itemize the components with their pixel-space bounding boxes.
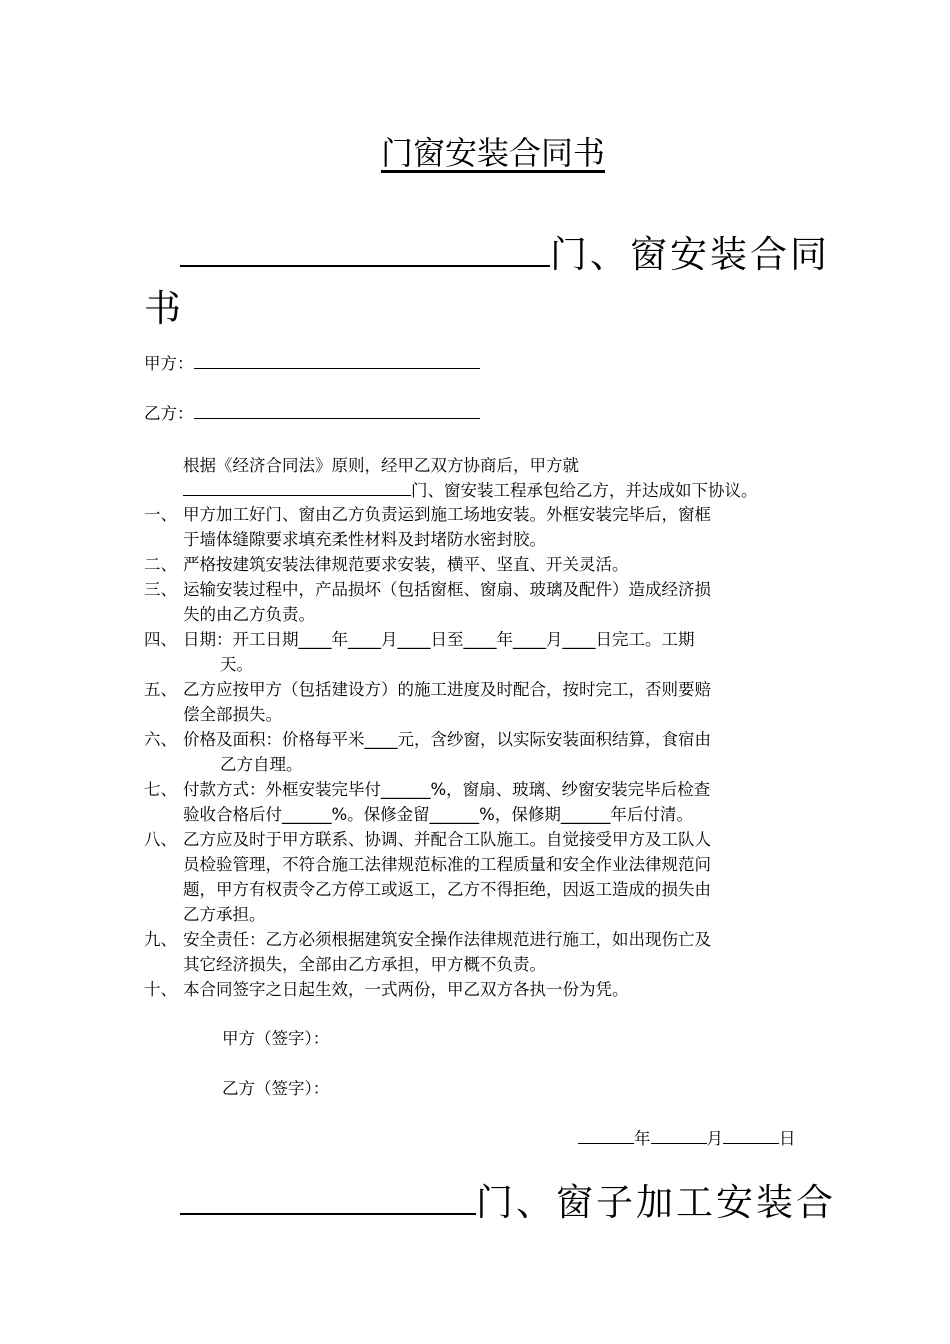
clause-line: 日期：开工日期____年____月____日至____年____月____日完工。工期 (183, 630, 695, 649)
clause-line: 乙方应及时于甲方联系、协调、并配合工队施工。自觉接受甲方及工队人 (183, 830, 711, 849)
intro-blank (183, 494, 411, 496)
day-label: 日 (779, 1129, 796, 1148)
clause-number: 七、 (144, 780, 177, 799)
clause-number: 一、 (144, 505, 177, 524)
clause-line: 员检验管理，不符合施工法律规范标准的工程质量和安全作业法律规范问 (183, 855, 711, 874)
intro-line-2 (183, 477, 758, 501)
sign-date (578, 1125, 796, 1149)
clause-number: 十、 (144, 980, 177, 999)
intro-text: 门、窗安装工程承包给乙方，并达成如下协议。 (411, 481, 758, 500)
party-a-row (144, 350, 480, 374)
heading-text: 门、窗安装合同 (550, 233, 830, 276)
heading-line-1 (180, 224, 830, 278)
clause-line: 偿全部损失。 (183, 705, 282, 724)
heading-2-blank (180, 1212, 476, 1215)
month-label: 月 (706, 1129, 723, 1148)
party-b-label: 乙方： (144, 404, 194, 423)
clause-line: 安全责任：乙方必须根据建筑安全操作法律规范进行施工，如出现伤亡及 (183, 930, 711, 949)
sign-party-a: 甲方（签字）： (222, 1029, 330, 1048)
clause-line: 乙方承担。 (183, 905, 266, 924)
clause-number: 六、 (144, 730, 177, 749)
clause-line: 失的由乙方负责。 (183, 605, 315, 624)
clause-line: 本合同签字之日起生效，一式两份，甲乙双方各执一份为凭。 (183, 980, 629, 999)
clause-line: 乙方自理。 (220, 755, 303, 774)
clause-number: 五、 (144, 680, 177, 699)
clause-line: 乙方应按甲方（包括建设方）的施工进度及时配合，按时完工，否则要赔 (183, 680, 711, 699)
clause-line: 严格按建筑安装法律规范要求安装，横平、坚直、开关灵活。 (183, 555, 629, 574)
page-title: 门窗安装合同书 (380, 134, 605, 172)
heading-blank (180, 264, 550, 267)
clause-number: 四、 (144, 630, 177, 649)
party-b-row (144, 400, 480, 424)
month-blank (651, 1142, 707, 1144)
clause-number: 二、 (144, 555, 177, 574)
intro-line-1: 根据《经济合同法》原则，经甲乙双方协商后，甲方就 (183, 456, 579, 475)
year-label: 年 (634, 1129, 651, 1148)
party-a-label: 甲方： (144, 354, 194, 373)
party-b-blank (194, 417, 480, 419)
heading-line-2: 书 (144, 287, 184, 330)
heading-2 (180, 1172, 836, 1226)
clause-number: 九、 (144, 930, 177, 949)
clause-number: 八、 (144, 830, 177, 849)
day-blank (723, 1142, 779, 1144)
clause-line: 运输安装过程中，产品损坏（包括窗框、窗扇、玻璃及配件）造成经济损 (183, 580, 711, 599)
clause-line: 其它经济损失，全部由乙方承担，甲方概不负责。 (183, 955, 546, 974)
year-blank (578, 1142, 634, 1144)
heading-2-text: 门、窗子加工安装合 (476, 1181, 836, 1224)
clause-line: 题，甲方有权责令乙方停工或返工，乙方不得拒绝，因返工造成的损失由 (183, 880, 711, 899)
clause-line: 付款方式：外框安装完毕付______%，窗扇、玻璃、纱窗安装完毕后检查 (183, 780, 711, 799)
clause-line: 天。 (220, 655, 253, 674)
clause-number: 三、 (144, 580, 177, 599)
clause-line: 验收合格后付______%。保修金留______%，保修期______年后付清。 (183, 805, 693, 824)
clause-line: 价格及面积：价格每平米____元，含纱窗，以实际安装面积结算，食宿由 (183, 730, 711, 749)
sign-party-b: 乙方（签字）： (222, 1079, 330, 1098)
clause-line: 甲方加工好门、窗由乙方负责运到施工场地安装。外框安装完毕后，窗框 (183, 505, 711, 524)
clause-line: 于墙体缝隙要求填充柔性材料及封堵防水密封胶。 (183, 530, 546, 549)
party-a-blank (194, 367, 480, 369)
